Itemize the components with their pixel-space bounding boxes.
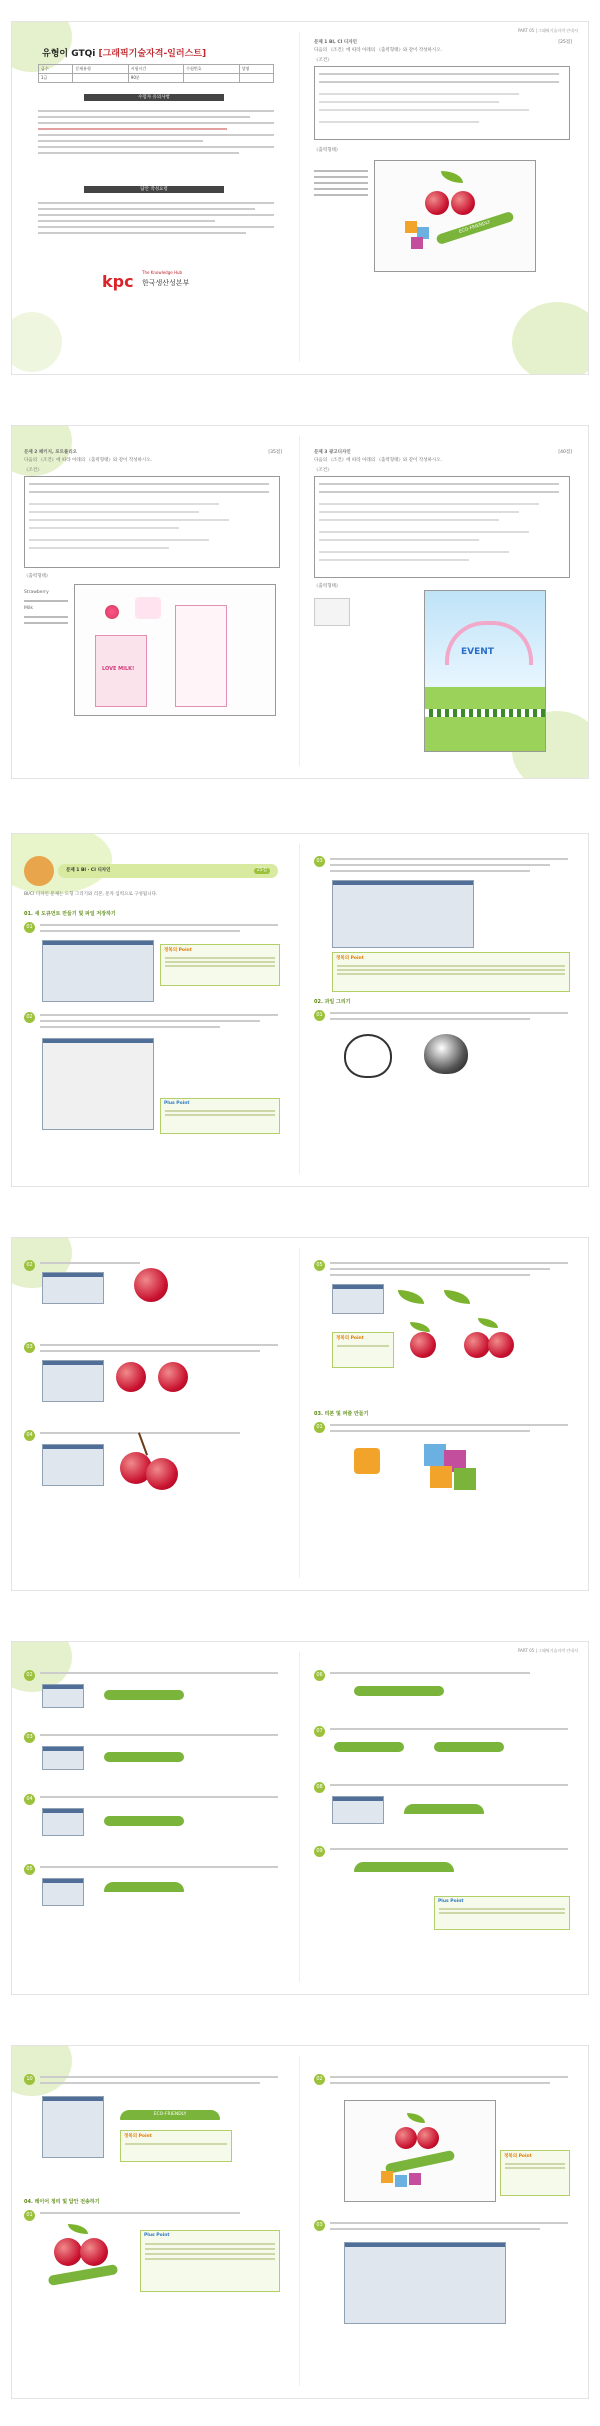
step-number: 07 bbox=[314, 1726, 325, 1737]
step-number: 02 bbox=[24, 1260, 35, 1271]
exam-info-table bbox=[38, 64, 274, 83]
ribbon-shape bbox=[334, 1742, 404, 1752]
callout-label: Milk bbox=[24, 606, 33, 611]
tip-box bbox=[120, 2130, 232, 2162]
ribbon-shape bbox=[354, 1686, 444, 1696]
page-4 bbox=[12, 1238, 588, 1590]
tip-box bbox=[332, 952, 570, 992]
ribbon-shape bbox=[434, 1742, 504, 1752]
milk-box-front bbox=[95, 635, 147, 707]
puzzle-piece bbox=[424, 1444, 446, 1466]
dialog-screenshot bbox=[42, 940, 154, 1002]
conditions-box bbox=[24, 476, 280, 568]
page-6 bbox=[12, 2046, 588, 2398]
cherry-shape bbox=[158, 1362, 188, 1392]
cherry-shape bbox=[451, 191, 475, 215]
tip-title: 정복의 Point bbox=[164, 948, 192, 953]
tip-box bbox=[160, 944, 280, 986]
callout-label: Strawberry bbox=[24, 590, 49, 595]
step-number: 01 bbox=[24, 922, 35, 933]
puzzle-piece bbox=[430, 1466, 452, 1488]
leaf-shape bbox=[68, 2224, 88, 2234]
step-number: 02 bbox=[24, 1012, 35, 1023]
page-5 bbox=[12, 1642, 588, 1994]
output-artboard bbox=[374, 160, 536, 272]
cherry-shape bbox=[80, 2238, 108, 2266]
puzzle-piece bbox=[409, 2173, 421, 2185]
step-number: 03 bbox=[24, 1732, 35, 1743]
plus-point-box bbox=[160, 1098, 280, 1134]
puzzle-piece bbox=[354, 1448, 380, 1474]
step-number: 03 bbox=[24, 1342, 35, 1353]
question-desc: 다음의 《조건》에 따라 아래의 《출력형태》와 같이 작성하시오. bbox=[24, 458, 152, 463]
table-cell bbox=[73, 74, 128, 83]
ribbon-shape bbox=[385, 2150, 456, 2174]
subsection-heading: 01. 새 도큐먼트 만들기 및 파일 저장하기 bbox=[24, 911, 116, 917]
step-number: 03 bbox=[314, 2220, 325, 2231]
plus-point-box bbox=[434, 1896, 570, 1930]
tip-title: Plus Point bbox=[438, 1899, 464, 1904]
event-text: EVENT bbox=[461, 647, 494, 657]
step-number: 02 bbox=[314, 2074, 325, 2085]
page-2 bbox=[12, 426, 588, 778]
cherry-gradient-preview bbox=[424, 1034, 468, 1074]
table-header: 시험시간 bbox=[128, 65, 183, 74]
ribbon-shape bbox=[48, 2264, 119, 2286]
puzzle-piece bbox=[454, 1468, 476, 1490]
cow-shape bbox=[135, 597, 161, 619]
table-cell: 1급 bbox=[39, 74, 73, 83]
eco-ribbon: ECO-FRIENDLY bbox=[435, 211, 514, 245]
tip-box bbox=[332, 1332, 394, 1368]
ribbon-shape bbox=[104, 1690, 184, 1700]
step-number: 08 bbox=[314, 1782, 325, 1793]
cherry-shape bbox=[417, 2127, 439, 2149]
answer-guide-block bbox=[38, 198, 274, 268]
artboard-screenshot bbox=[42, 1038, 154, 1130]
cherry-outline bbox=[344, 1034, 392, 1078]
ad-poster bbox=[424, 590, 546, 752]
subsection-heading: 02. 과일 그리기 bbox=[314, 999, 351, 1005]
logo-name: 한국생산성본부 bbox=[142, 279, 190, 287]
fence-pattern bbox=[425, 709, 545, 717]
page-1 bbox=[12, 22, 588, 374]
tip-title: 정복의 Point bbox=[124, 2134, 152, 2139]
table-cell bbox=[184, 74, 239, 83]
rainbow-shape bbox=[445, 621, 533, 665]
eco-ribbon: ECO-FRIENDLY bbox=[120, 2110, 220, 2120]
leaf-shape bbox=[407, 2113, 425, 2123]
intro-text: BI/CI 디자인 문제는 도형 그리기와 리본, 문자 입력으로 구성됩니다. bbox=[24, 892, 158, 897]
mascot-icon bbox=[24, 856, 54, 886]
table-header: 문제유형 bbox=[73, 65, 128, 74]
kpc-logo: kpc bbox=[102, 272, 134, 291]
puzzle-piece bbox=[395, 2175, 407, 2187]
output-label: 《출력형태》 bbox=[314, 584, 341, 589]
leaf-shape bbox=[478, 1318, 498, 1328]
puzzle-piece bbox=[405, 221, 417, 233]
tip-title: Plus Point bbox=[164, 1101, 190, 1106]
tool-screenshot bbox=[42, 1684, 84, 1708]
strawberry-shape bbox=[105, 605, 119, 619]
step-number: 04 bbox=[24, 1794, 35, 1805]
cherry-shape bbox=[116, 1362, 146, 1392]
type-panel-screenshot bbox=[42, 2096, 104, 2158]
question-label: 문제 3 광고디자인 bbox=[314, 450, 351, 455]
step-number: 09 bbox=[314, 1846, 325, 1857]
tool-screenshot bbox=[42, 1878, 84, 1906]
section-banner bbox=[58, 864, 278, 878]
subsection-heading: 03. 리본 및 퍼즐 만들기 bbox=[314, 1411, 369, 1417]
leaf-shape bbox=[410, 1322, 430, 1332]
step-number: 05 bbox=[314, 1260, 325, 1271]
tip-box bbox=[500, 2150, 570, 2196]
dialog-screenshot bbox=[332, 1796, 384, 1824]
ribbon-arc-shape bbox=[104, 1882, 184, 1892]
final-artwork bbox=[344, 2100, 496, 2202]
question-label: 문제 1 BI, CI 디자인 bbox=[314, 40, 357, 45]
tool-screenshot bbox=[332, 1284, 384, 1314]
tip-title: 정복의 Point bbox=[504, 2154, 532, 2159]
question-points: [25점] bbox=[558, 40, 572, 45]
notice-bar: 답안 작성요령 bbox=[84, 186, 224, 193]
callout-labels bbox=[314, 166, 368, 200]
table-cell bbox=[239, 74, 273, 83]
plus-point-box bbox=[140, 2230, 280, 2292]
table-header: 수험번호 bbox=[184, 65, 239, 74]
panel-screenshot bbox=[42, 1360, 104, 1402]
step-number: 01 bbox=[314, 1422, 325, 1433]
question-points: [35점] bbox=[268, 450, 282, 455]
table-header: 급수 bbox=[39, 65, 73, 74]
step-number: 03 bbox=[314, 856, 325, 867]
exam-title: 유형이 GTQi [그래픽기술자격-일러스트] bbox=[42, 49, 207, 59]
section-title: 문제 1 BI · CI 디자인 bbox=[66, 868, 111, 873]
running-header: PART 05 | 그래픽기술자격 안내서 bbox=[518, 1648, 578, 1653]
milk-carton bbox=[175, 605, 227, 707]
callout-labels bbox=[24, 590, 68, 628]
swatch-screenshot bbox=[42, 1272, 104, 1304]
ribbon-shape bbox=[104, 1816, 184, 1826]
cherry-shape bbox=[488, 1332, 514, 1358]
conditions-box bbox=[314, 476, 570, 578]
cherry-shape bbox=[395, 2127, 417, 2149]
cherry-shape bbox=[464, 1332, 490, 1358]
step-number: 02 bbox=[24, 1670, 35, 1681]
step-number: 01 bbox=[314, 1010, 325, 1021]
conditions-box bbox=[314, 66, 570, 140]
step-number: 05 bbox=[24, 1864, 35, 1875]
puzzle-piece bbox=[411, 237, 423, 249]
notice-text-block bbox=[38, 106, 274, 180]
question-desc: 다음의 《조건》에 따라 아래의 《출력형태》와 같이 작성하시오. bbox=[314, 458, 442, 463]
ribbon-shape bbox=[104, 1752, 184, 1762]
love-milk-text: LOVE MILK! bbox=[102, 666, 135, 672]
conditions-label: 《조건》 bbox=[24, 468, 42, 473]
tip-title: 정복의 Point bbox=[336, 1336, 364, 1341]
output-label: 《출력형태》 bbox=[314, 148, 341, 153]
tool-screenshot bbox=[42, 1746, 84, 1770]
running-header: PART 05 | 그래픽기술자격 안내서 bbox=[518, 28, 578, 33]
ribbon-arc-shape bbox=[354, 1862, 454, 1872]
cherry-shape bbox=[410, 1332, 436, 1358]
tip-title: 정복의 Point bbox=[336, 956, 364, 961]
question-desc: 다음의 《조건》에 따라 아래의 《출력형태》와 같이 작성하시오. bbox=[314, 48, 442, 53]
transfer-screenshot bbox=[344, 2242, 506, 2324]
panel-screenshot bbox=[42, 1444, 104, 1486]
ribbon-arc-shape bbox=[404, 1804, 484, 1814]
leaf-shape bbox=[398, 1290, 424, 1304]
section-points: 25점 bbox=[254, 868, 270, 874]
tip-title: Plus Point bbox=[144, 2233, 170, 2238]
notice-bar: 수험자 유의사항 bbox=[84, 94, 224, 101]
page-3 bbox=[12, 834, 588, 1186]
leaf-shape bbox=[441, 171, 463, 183]
step-number: 04 bbox=[24, 1430, 35, 1441]
cherry-shape bbox=[54, 2238, 82, 2266]
question-points: [40점] bbox=[558, 450, 572, 455]
table-cell: 90분 bbox=[128, 74, 183, 83]
tool-screenshot bbox=[42, 1808, 84, 1836]
question-label: 문제 2 패키지, 포트폴리오 bbox=[24, 450, 78, 455]
step-number: 01 bbox=[24, 2210, 35, 2221]
cherry-shape bbox=[134, 1268, 168, 1302]
package-dieline bbox=[74, 584, 276, 716]
puzzle-piece bbox=[381, 2171, 393, 2183]
conditions-label: 《조건》 bbox=[314, 58, 332, 63]
cherry-shape bbox=[146, 1458, 178, 1490]
logo-tagline: The Knowledge Hub bbox=[142, 270, 183, 275]
output-label: 《출력형태》 bbox=[24, 574, 51, 579]
settings-screenshot bbox=[332, 880, 474, 948]
step-number: 06 bbox=[314, 1670, 325, 1681]
cow-pattern-swatch bbox=[314, 598, 350, 626]
subsection-heading: 04. 레이어 정리 및 답안 전송하기 bbox=[24, 2199, 100, 2205]
table-header: 성명 bbox=[239, 65, 273, 74]
leaf-shape bbox=[444, 1290, 470, 1304]
conditions-label: 《조건》 bbox=[314, 468, 332, 473]
step-number: 10 bbox=[24, 2074, 35, 2085]
cherry-shape bbox=[425, 191, 449, 215]
